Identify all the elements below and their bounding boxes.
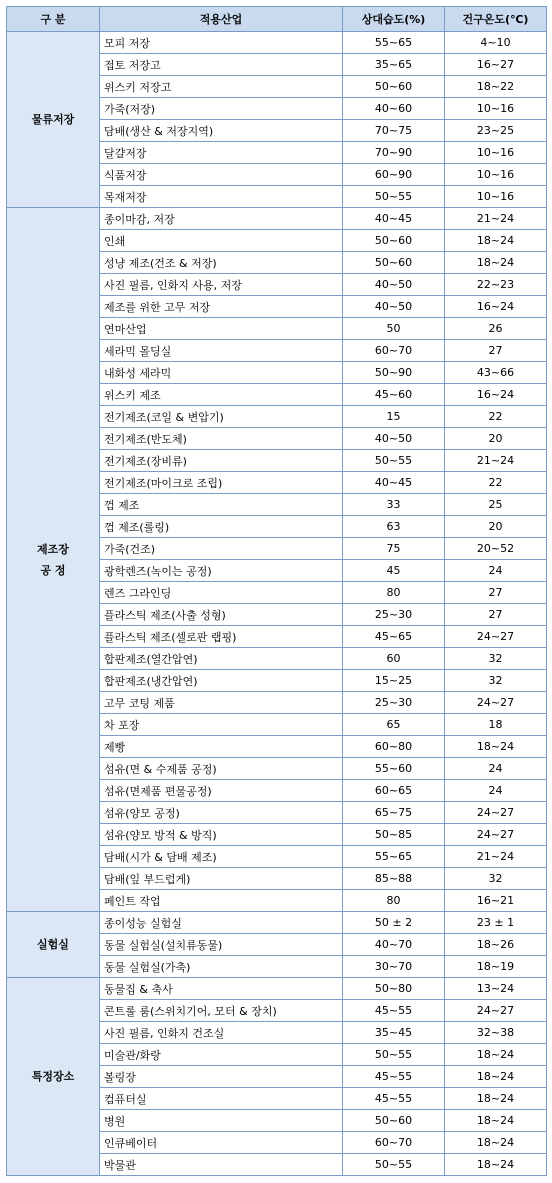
humidity-cell: 45: [343, 560, 445, 582]
table-row: [7, 978, 547, 1000]
humidity-cell: 45~65: [343, 626, 445, 648]
temperature-cell: 13~24: [445, 978, 547, 1000]
industry-cell: 섬유(면 & 수제품 공정): [100, 758, 343, 780]
humidity-cell: 60~80: [343, 736, 445, 758]
industry-cell: 페인트 작업: [100, 890, 343, 912]
humidity-cell: 50~60: [343, 76, 445, 98]
humidity-cell: 40~50: [343, 428, 445, 450]
temperature-cell: 23~25: [445, 120, 547, 142]
humidity-cell: 50~90: [343, 362, 445, 384]
humidity-cell: 50~85: [343, 824, 445, 846]
temperature-cell: 18~24: [445, 1110, 547, 1132]
humidity-cell: 50~60: [343, 252, 445, 274]
table-body: [7, 32, 547, 1176]
industry-cell: 세라믹 몰딩실: [100, 340, 343, 362]
temperature-cell: 24~27: [445, 824, 547, 846]
table-row: [7, 912, 547, 934]
humidity-cell: 80: [343, 582, 445, 604]
header-humidity: 상대습도(%): [343, 7, 445, 32]
industry-cell: 박물관: [100, 1154, 343, 1176]
humidity-cell: 40~45: [343, 472, 445, 494]
humidity-cell: 50~80: [343, 978, 445, 1000]
temperature-cell: 10~16: [445, 186, 547, 208]
humidity-cell: 35~65: [343, 54, 445, 76]
temperature-cell: 18~22: [445, 76, 547, 98]
industry-cell: 위스키 저장고: [100, 76, 343, 98]
industry-cell: 담배(시가 & 담배 제조): [100, 846, 343, 868]
temperature-cell: 22: [445, 472, 547, 494]
humidity-cell: 45~55: [343, 1088, 445, 1110]
temperature-cell: 22~23: [445, 274, 547, 296]
industry-cell: 동물집 & 축사: [100, 978, 343, 1000]
humidity-cell: 45~55: [343, 1066, 445, 1088]
industry-cell: 전기제조(장비류): [100, 450, 343, 472]
temperature-cell: 27: [445, 604, 547, 626]
industry-cell: 고무 코팅 제품: [100, 692, 343, 714]
category-label: 물류저장: [31, 113, 75, 126]
industry-cell: 미술관/화랑: [100, 1044, 343, 1066]
humidity-cell: 60~65: [343, 780, 445, 802]
temperature-cell: 20: [445, 428, 547, 450]
temperature-cell: 24~27: [445, 1000, 547, 1022]
industry-cell: 사진 필름, 인화지 건조실: [100, 1022, 343, 1044]
temperature-cell: 16~27: [445, 54, 547, 76]
temperature-cell: 20~52: [445, 538, 547, 560]
industry-cell: 달걀저장: [100, 142, 343, 164]
temperature-cell: 18~24: [445, 252, 547, 274]
humidity-cell: 25~30: [343, 604, 445, 626]
humidity-cell: 60: [343, 648, 445, 670]
temperature-cell: 22: [445, 406, 547, 428]
industry-cell: 광학렌즈(녹이는 공정): [100, 560, 343, 582]
humidity-cell: 63: [343, 516, 445, 538]
industry-cell: 종이성능 실험실: [100, 912, 343, 934]
industry-cell: 볼링장: [100, 1066, 343, 1088]
temperature-cell: 4~10: [445, 32, 547, 54]
temperature-cell: 18~24: [445, 230, 547, 252]
humidity-cell: 60~90: [343, 164, 445, 186]
industry-cell: 플라스틱 제조(셀로판 랩핑): [100, 626, 343, 648]
temperature-cell: 10~16: [445, 142, 547, 164]
temperature-cell: 21~24: [445, 450, 547, 472]
industry-cell: 담배(생산 & 저장지역): [100, 120, 343, 142]
industry-cell: 목재저장: [100, 186, 343, 208]
category-label: 특정장소: [31, 1070, 75, 1083]
industry-cell: 컴퓨터실: [100, 1088, 343, 1110]
temperature-cell: 24~27: [445, 626, 547, 648]
category-label: 공 정: [40, 563, 66, 577]
industry-cell: 전기제조(반도체): [100, 428, 343, 450]
header-category: 구 분: [7, 7, 100, 32]
humidity-cell: 60~70: [343, 340, 445, 362]
humidity-cell: 50~55: [343, 1154, 445, 1176]
humidity-cell: 40~70: [343, 934, 445, 956]
humidity-cell: 15~25: [343, 670, 445, 692]
temperature-cell: 18~19: [445, 956, 547, 978]
industry-cell: 인큐베이터: [100, 1132, 343, 1154]
industry-cell: 모피 저장: [100, 32, 343, 54]
temperature-cell: 10~16: [445, 164, 547, 186]
industry-cell: 제조를 위한 고무 저장: [100, 296, 343, 318]
humidity-cell: 75: [343, 538, 445, 560]
temperature-cell: 10~16: [445, 98, 547, 120]
humidity-cell: 50 ± 2: [343, 912, 445, 934]
temperature-cell: 27: [445, 340, 547, 362]
humidity-cell: 35~45: [343, 1022, 445, 1044]
humidity-cell: 15: [343, 406, 445, 428]
industry-cell: 병원: [100, 1110, 343, 1132]
humidity-cell: 40~60: [343, 98, 445, 120]
humidity-cell: 25~30: [343, 692, 445, 714]
table-row: [7, 208, 547, 230]
humidity-cell: 55~65: [343, 846, 445, 868]
industry-cell: 인쇄: [100, 230, 343, 252]
industry-cell: 콘트롤 룸(스위치기어, 모터 & 장치): [100, 1000, 343, 1022]
humidity-cell: 55~65: [343, 32, 445, 54]
category-cell: [7, 32, 100, 208]
industry-cell: 성냥 제조(건조 & 저장): [100, 252, 343, 274]
category-label: 제조장: [37, 542, 69, 556]
temperature-cell: 18~24: [445, 1132, 547, 1154]
category-cell: [7, 912, 100, 978]
humidity-cell: 45~55: [343, 1000, 445, 1022]
industry-cell: 합판제조(열간압연): [100, 648, 343, 670]
humidity-cell: 55~60: [343, 758, 445, 780]
category-cell: [7, 208, 100, 912]
temperature-cell: 18~26: [445, 934, 547, 956]
humidity-cell: 40~45: [343, 208, 445, 230]
category-cell: [7, 978, 100, 1176]
temperature-cell: 32: [445, 670, 547, 692]
humidity-cell: 33: [343, 494, 445, 516]
industry-cell: 위스키 제조: [100, 384, 343, 406]
temperature-cell: 25: [445, 494, 547, 516]
industry-cell: 접토 저장고: [100, 54, 343, 76]
humidity-cell: 60~70: [343, 1132, 445, 1154]
temperature-cell: 24: [445, 780, 547, 802]
humidity-cell: 50~55: [343, 186, 445, 208]
category-label: 실험실: [37, 938, 69, 951]
temperature-cell: 24: [445, 758, 547, 780]
industry-cell: 렌즈 그라인딩: [100, 582, 343, 604]
header-temperature: 건구온도(℃): [445, 7, 547, 32]
header-row: [7, 7, 547, 32]
industry-cell: 플라스틱 제조(사출 성형): [100, 604, 343, 626]
industry-cell: 섬유(양모 공정): [100, 802, 343, 824]
humidity-cell: 80: [343, 890, 445, 912]
temperature-cell: 24~27: [445, 692, 547, 714]
humidity-cell: 50~60: [343, 1110, 445, 1132]
temperature-cell: 20: [445, 516, 547, 538]
industry-cell: 제빵: [100, 736, 343, 758]
temperature-cell: 16~21: [445, 890, 547, 912]
industry-cell: 껌 제조(롤링): [100, 516, 343, 538]
industry-cell: 연마산업: [100, 318, 343, 340]
humidity-cell: 50~55: [343, 450, 445, 472]
industry-cell: 식품저장: [100, 164, 343, 186]
temperature-cell: 24: [445, 560, 547, 582]
humidity-cell: 45~60: [343, 384, 445, 406]
humidity-cell: 50~55: [343, 1044, 445, 1066]
temperature-cell: 21~24: [445, 208, 547, 230]
industry-cell: 전기제조(코일 & 변압기): [100, 406, 343, 428]
temperature-cell: 18~24: [445, 1154, 547, 1176]
temperature-cell: 23 ± 1: [445, 912, 547, 934]
temperature-cell: 32~38: [445, 1022, 547, 1044]
temperature-cell: 43~66: [445, 362, 547, 384]
industry-cell: 담배(잎 부드럽게): [100, 868, 343, 890]
industry-cell: 가죽(저장): [100, 98, 343, 120]
humidity-cell: 85~88: [343, 868, 445, 890]
industry-cell: 섬유(양모 방적 & 방직): [100, 824, 343, 846]
temperature-cell: 24~27: [445, 802, 547, 824]
temperature-cell: 32: [445, 868, 547, 890]
industry-cell: 내화성 세라믹: [100, 362, 343, 384]
temperature-cell: 18~24: [445, 1044, 547, 1066]
humidity-cell: 65: [343, 714, 445, 736]
temperature-cell: 32: [445, 648, 547, 670]
industry-cell: 전기제조(마이크로 조립): [100, 472, 343, 494]
header-industry: 적용산업: [100, 7, 343, 32]
industry-cell: 동물 실험실(가축): [100, 956, 343, 978]
humidity-temperature-table: [6, 6, 547, 1176]
industry-cell: 종이마감, 저장: [100, 208, 343, 230]
industry-cell: 가죽(건조): [100, 538, 343, 560]
temperature-cell: 18: [445, 714, 547, 736]
temperature-cell: 18~24: [445, 736, 547, 758]
industry-cell: 사진 필름, 인화지 사용, 저장: [100, 274, 343, 296]
industry-cell: 섬유(면제품 편물공정): [100, 780, 343, 802]
temperature-cell: 18~24: [445, 1066, 547, 1088]
industry-cell: 합판제조(냉간압연): [100, 670, 343, 692]
humidity-cell: 70~90: [343, 142, 445, 164]
table-row: [7, 32, 547, 54]
industry-cell: 껌 제조: [100, 494, 343, 516]
temperature-cell: 27: [445, 582, 547, 604]
humidity-cell: 70~75: [343, 120, 445, 142]
temperature-cell: 18~24: [445, 1088, 547, 1110]
humidity-cell: 50~60: [343, 230, 445, 252]
humidity-cell: 40~50: [343, 274, 445, 296]
industry-cell: 동물 실험실(설치류동물): [100, 934, 343, 956]
temperature-cell: 16~24: [445, 296, 547, 318]
humidity-cell: 30~70: [343, 956, 445, 978]
industry-cell: 차 포장: [100, 714, 343, 736]
humidity-cell: 40~50: [343, 296, 445, 318]
humidity-cell: 50: [343, 318, 445, 340]
temperature-cell: 26: [445, 318, 547, 340]
humidity-cell: 65~75: [343, 802, 445, 824]
temperature-cell: 21~24: [445, 846, 547, 868]
temperature-cell: 16~24: [445, 384, 547, 406]
